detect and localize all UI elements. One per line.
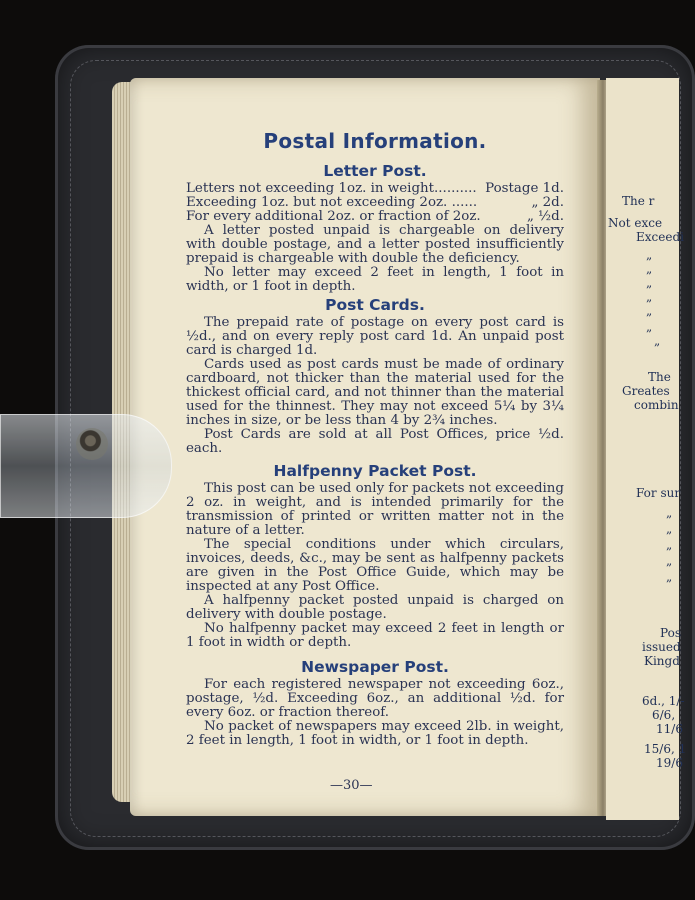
rate-row (186, 182, 564, 196)
facing-line: „ (646, 304, 653, 318)
paragraph: The special conditions under which circulars, invoices, deeds, &c., may be sent as halfpenny packets are given in the Post Office Guide, which may be inspected at any Post Office. (186, 537, 564, 594)
facing-line: 19/6 (656, 756, 683, 770)
facing-line: „ (666, 522, 673, 536)
rate-value: „ ½d. (526, 209, 564, 224)
facing-line: „ (646, 262, 653, 276)
facing-line: 6/6, (652, 708, 676, 722)
facing-line: The (648, 370, 671, 384)
facing-line: „ (646, 320, 653, 334)
facing-line: Not exce (608, 216, 663, 230)
facing-line: „ (666, 506, 673, 520)
section-heading-newspaper-post: Newspaper Post. (301, 658, 449, 676)
section-heading-post-cards: Post Cards. (325, 296, 425, 314)
rivet-icon (76, 428, 108, 460)
facing-page (606, 78, 687, 820)
facing-line: Greates (622, 384, 670, 398)
facing-line: „ (666, 554, 673, 568)
paragraph: The prepaid rate of postage on every post card is ½d., and on every reply post card 1d. An unpaid post card is charged 1d. (186, 315, 564, 358)
facing-line: 6d., 1/- (642, 694, 685, 708)
facing-line: Exceedi (636, 230, 684, 244)
facing-line: „ (646, 276, 653, 290)
facing-line: For sur (636, 486, 681, 500)
paragraph: Post Cards are sold at all Post Offices, price ½d. each. (186, 427, 564, 456)
paragraph: A halfpenny packet posted unpaid is charged on delivery with double postage. (186, 593, 564, 622)
facing-line: „ (646, 290, 653, 304)
paragraph: For each registered newspaper not exceeding 6oz., postage, ½d. Exceeding 6oz., an additional ½d. for every 6oz. or fraction thereof. (186, 677, 564, 720)
facing-line: combin (634, 398, 679, 412)
rate-row (186, 196, 564, 210)
facing-line: issued (642, 640, 681, 654)
facing-line: „ (646, 248, 653, 262)
paragraph: This post can be used only for packets not exceeding 2 oz. in weight, and is intended primarily for the transmission of printed or written matter not in the nature of a letter. (186, 481, 564, 538)
page-content (186, 130, 564, 748)
rate-value: „ 2d. (531, 195, 564, 210)
facing-line: 15/6, 1 (644, 742, 687, 756)
paragraph: No halfpenny packet may exceed 2 feet in length or 1 foot in width or depth. (186, 621, 564, 650)
rate-label: Exceeding 1oz. but not exceeding 2oz. ...... (186, 195, 478, 210)
facing-line: 11/6 (656, 722, 683, 736)
paragraph: A letter posted unpaid is chargeable on delivery with double postage, and a letter posted insufficiently prepaid is chargeable with double the deficiency. (186, 223, 564, 266)
page-title: Postal Information. (263, 129, 487, 153)
facing-line: Kingd (644, 654, 680, 668)
section-heading-halfpenny-packet: Halfpenny Packet Post. (273, 462, 477, 480)
facing-line: Pos (660, 626, 681, 640)
rate-label: Letters not exceeding 1oz. in weight.......... (186, 181, 477, 196)
paragraph: No packet of newspapers may exceed 2lb. in weight, 2 feet in length, 1 foot in width, or 1 foot in depth. (186, 719, 564, 748)
facing-line: The r (622, 194, 655, 208)
facing-line: „ (666, 570, 673, 584)
rate-value: Postage 1d. (485, 181, 564, 196)
rate-label: For every additional 2oz. or fraction of 2oz. (186, 209, 481, 224)
paragraph: No letter may exceed 2 feet in length, 1 foot in width, or 1 foot in depth. (186, 265, 564, 294)
facing-line: „ (666, 538, 673, 552)
facing-line: „ (654, 334, 661, 348)
rate-row (186, 210, 564, 224)
paragraph: Cards used as post cards must be made of ordinary cardboard, not thicker than the material used for the thickest official card, and not thinner than the material used for the thinnest. They may not exceed 5¼ by 3¼ inches in size, or be less than 4 by 2¾ inches. (186, 357, 564, 428)
page-number: —30— (330, 778, 373, 793)
section-heading-letter-post: Letter Post. (323, 162, 427, 180)
